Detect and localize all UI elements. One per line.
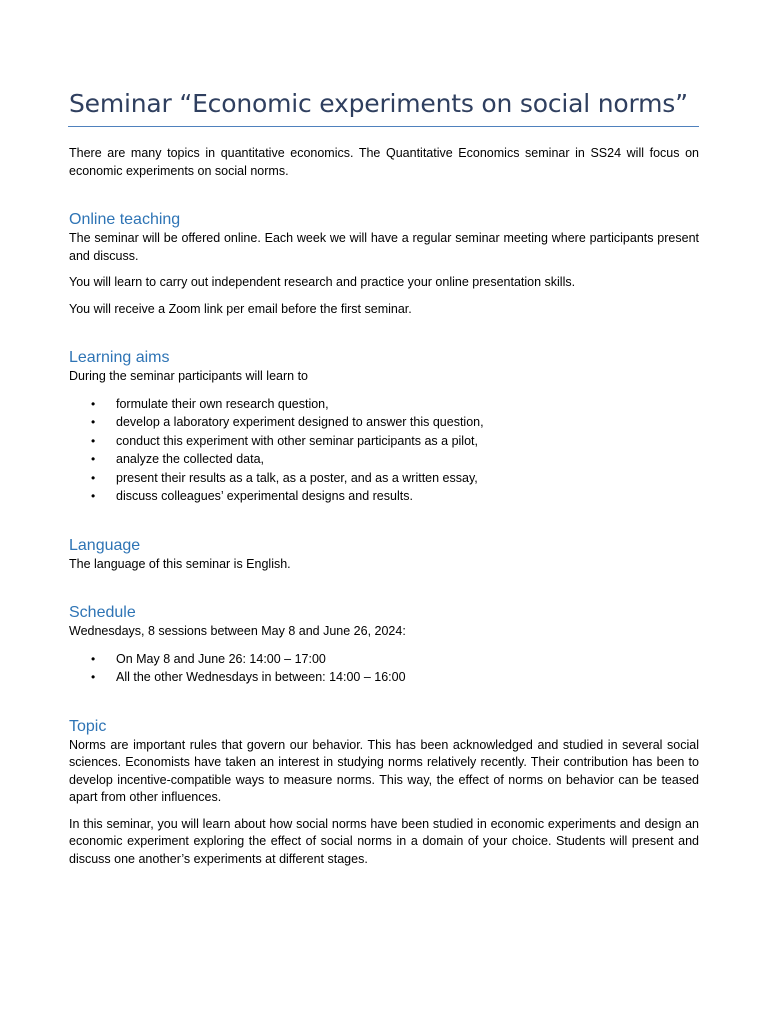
bullet-icon: • — [91, 651, 96, 666]
aims-list — [69, 395, 699, 506]
language-paragraph: The language of this seminar is English. — [69, 556, 291, 571]
list-item — [69, 487, 699, 506]
bullet-icon: • — [91, 489, 96, 503]
list-item — [69, 395, 699, 414]
list-item-text: develop a laboratory experiment designed to answer this question, — [116, 415, 484, 429]
list-item — [69, 668, 699, 687]
list-item-text: formulate their own research question, — [116, 396, 329, 411]
list-item — [69, 413, 699, 432]
list-item-text: On May 8 and June 26: 14:00 – 17:00 — [116, 651, 326, 666]
list-item — [69, 432, 699, 451]
heading-language: Language — [69, 536, 141, 554]
list-item — [69, 469, 699, 488]
heading-schedule: Schedule — [69, 604, 136, 621]
online-paragraph-2: You will learn to carry out independent research and practice your online presentation skills. — [69, 275, 576, 289]
heading-learning-aims: Learning aims — [69, 349, 170, 366]
bullet-icon: • — [91, 452, 96, 466]
title-divider — [68, 126, 699, 127]
list-item — [69, 650, 699, 669]
document-page — [69, 86, 699, 877]
bullet-icon: • — [91, 396, 96, 411]
aims-lead: During the seminar participants will learn to — [69, 369, 308, 383]
schedule-lead: Wednesdays, 8 sessions between May 8 and June 26, 2024: — [69, 624, 406, 638]
topic-paragraph-1: Norms are important rules that govern our behavior. This has been acknowledged and studied in several social sciences. Economists have taken an interest in studying norms relatively recently. Their contribution has been to develop incentive-compatible ways to measure norms. This way, the effect of norms on behavior can be teased apart from other influences. — [69, 737, 699, 804]
list-item-text: discuss colleagues’ experimental designs and results. — [116, 489, 413, 503]
page-title: Seminar “Economic experiments on social norms” — [69, 89, 688, 118]
online-paragraph-3: You will receive a Zoom link per email before the first seminar. — [69, 301, 412, 316]
section-online-teaching — [69, 210, 699, 318]
section-learning-aims — [69, 348, 699, 506]
section-language — [69, 536, 699, 574]
list-item-text: All the other Wednesdays in between: 14:00 – 16:00 — [116, 670, 406, 684]
heading-topic: Topic — [69, 717, 107, 735]
list-item-text: conduct this experiment with other seminar participants as a pilot, — [116, 433, 478, 448]
list-item — [69, 450, 699, 469]
bullet-icon: • — [91, 470, 96, 485]
bullet-icon: • — [91, 433, 96, 448]
online-paragraph-1: The seminar will be offered online. Each week we will have a regular seminar meeting where participants present and discuss. — [69, 231, 699, 263]
intro-paragraph: There are many topics in quantitative economics. The Quantitative Economics seminar in SS24 will focus on economic experiments on social norms. — [69, 146, 699, 178]
section-schedule — [69, 603, 699, 687]
heading-online-teaching: Online teaching — [69, 211, 181, 228]
list-item-text: analyze the collected data, — [116, 452, 265, 466]
bullet-icon: • — [91, 415, 96, 429]
bullet-icon: • — [91, 670, 96, 684]
list-item-text: present their results as a talk, as a poster, and as a written essay, — [116, 470, 478, 485]
schedule-list — [69, 650, 699, 687]
section-topic — [69, 717, 699, 869]
topic-paragraph-2: In this seminar, you will learn about how social norms have been studied in economic experiments and design an economic experiment exploring the effect of social norms in a domain of your choice. Students will present and discuss one another’s experiments at different stages. — [69, 816, 699, 866]
